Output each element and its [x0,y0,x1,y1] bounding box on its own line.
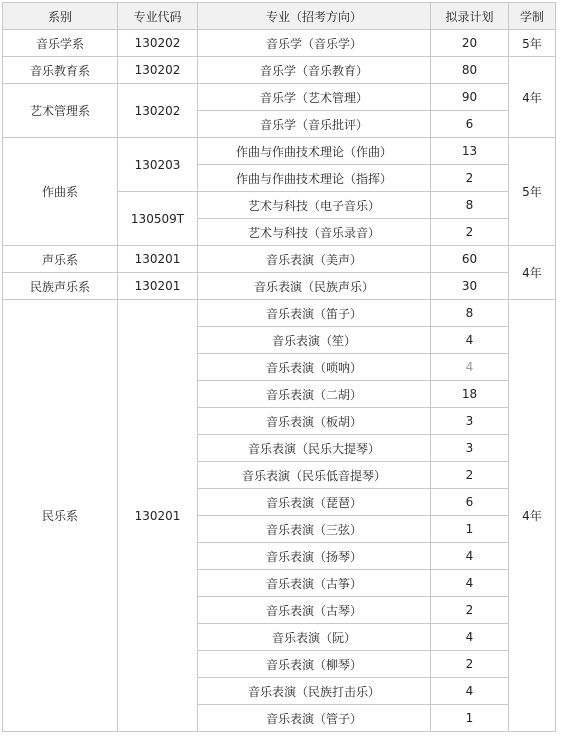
header-plan: 拟录计划 [431,3,509,30]
department-cell: 民族声乐系 [3,273,118,300]
plan-cell: 4 [431,543,509,570]
department-cell: 艺术管理系 [3,84,118,138]
code-cell: 130201 [118,300,198,732]
department-cell: 音乐学系 [3,30,118,57]
code-cell: 130201 [118,246,198,273]
header-department: 系别 [3,3,118,30]
plan-cell: 3 [431,408,509,435]
header-row [3,3,556,30]
header-major: 专业（招考方向） [198,3,431,30]
plan-cell: 3 [431,435,509,462]
major-cell: 音乐表演（民族打击乐） [198,678,431,705]
table-row [3,300,556,327]
duration-cell: 4年 [509,57,556,138]
major-cell: 音乐表演（柳琴） [198,651,431,678]
plan-cell: 4 [431,570,509,597]
plan-cell: 2 [431,219,509,246]
duration-cell: 5年 [509,30,556,57]
duration-cell: 5年 [509,138,556,246]
plan-cell: 90 [431,84,509,111]
major-cell: 音乐表演（笙） [198,327,431,354]
plan-cell: 1 [431,516,509,543]
header-duration: 学制 [509,3,556,30]
major-cell: 作曲与作曲技术理论（指挥） [198,165,431,192]
admissions-table [2,2,556,732]
major-cell: 音乐表演（三弦） [198,516,431,543]
major-cell: 音乐表演（唢呐） [198,354,431,381]
plan-cell: 1 [431,705,509,732]
major-cell: 音乐学（艺术管理） [198,84,431,111]
code-cell: 130202 [118,84,198,138]
plan-cell: 4 [431,327,509,354]
major-cell: 艺术与科技（电子音乐） [198,192,431,219]
plan-cell: 6 [431,489,509,516]
major-cell: 音乐表演（扬琴） [198,543,431,570]
table-row [3,84,556,111]
major-cell: 艺术与科技（音乐录音） [198,219,431,246]
major-cell: 音乐表演（阮） [198,624,431,651]
plan-cell: 4 [431,678,509,705]
major-cell: 音乐表演（民族声乐） [198,273,431,300]
plan-cell: 4 [431,624,509,651]
major-cell: 音乐表演（古琴） [198,597,431,624]
major-cell: 音乐表演（板胡） [198,408,431,435]
department-cell: 作曲系 [3,138,118,246]
plan-cell: 8 [431,192,509,219]
plan-cell: 60 [431,246,509,273]
major-cell: 音乐表演（民乐低音提琴） [198,462,431,489]
duration-cell: 4年 [509,246,556,300]
plan-cell: 20 [431,30,509,57]
code-cell: 130201 [118,273,198,300]
code-cell: 130202 [118,57,198,84]
table-row [3,138,556,165]
plan-cell: 2 [431,597,509,624]
major-cell: 音乐表演（琵琶） [198,489,431,516]
major-cell: 作曲与作曲技术理论（作曲） [198,138,431,165]
table-row [3,57,556,84]
header-code: 专业代码 [118,3,198,30]
plan-cell: 18 [431,381,509,408]
department-cell: 民乐系 [3,300,118,732]
major-cell: 音乐表演（笛子） [198,300,431,327]
table-row [3,273,556,300]
plan-cell: 2 [431,651,509,678]
major-cell: 音乐表演（二胡） [198,381,431,408]
major-cell: 音乐表演（古筝） [198,570,431,597]
plan-cell: 30 [431,273,509,300]
major-cell: 音乐学（音乐批评） [198,111,431,138]
plan-cell: 4 [431,354,509,381]
plan-cell: 2 [431,165,509,192]
plan-cell: 8 [431,300,509,327]
plan-cell: 13 [431,138,509,165]
department-cell: 音乐教育系 [3,57,118,84]
plan-cell: 2 [431,462,509,489]
major-cell: 音乐表演（美声） [198,246,431,273]
department-cell: 声乐系 [3,246,118,273]
table-row [3,246,556,273]
code-cell: 130203 [118,138,198,192]
major-cell: 音乐学（音乐教育） [198,57,431,84]
code-cell: 130202 [118,30,198,57]
duration-cell: 4年 [509,300,556,732]
plan-cell: 80 [431,57,509,84]
major-cell: 音乐学（音乐学） [198,30,431,57]
code-cell: 130509T [118,192,198,246]
plan-cell: 6 [431,111,509,138]
major-cell: 音乐表演（管子） [198,705,431,732]
major-cell: 音乐表演（民乐大提琴） [198,435,431,462]
table-row [3,30,556,57]
